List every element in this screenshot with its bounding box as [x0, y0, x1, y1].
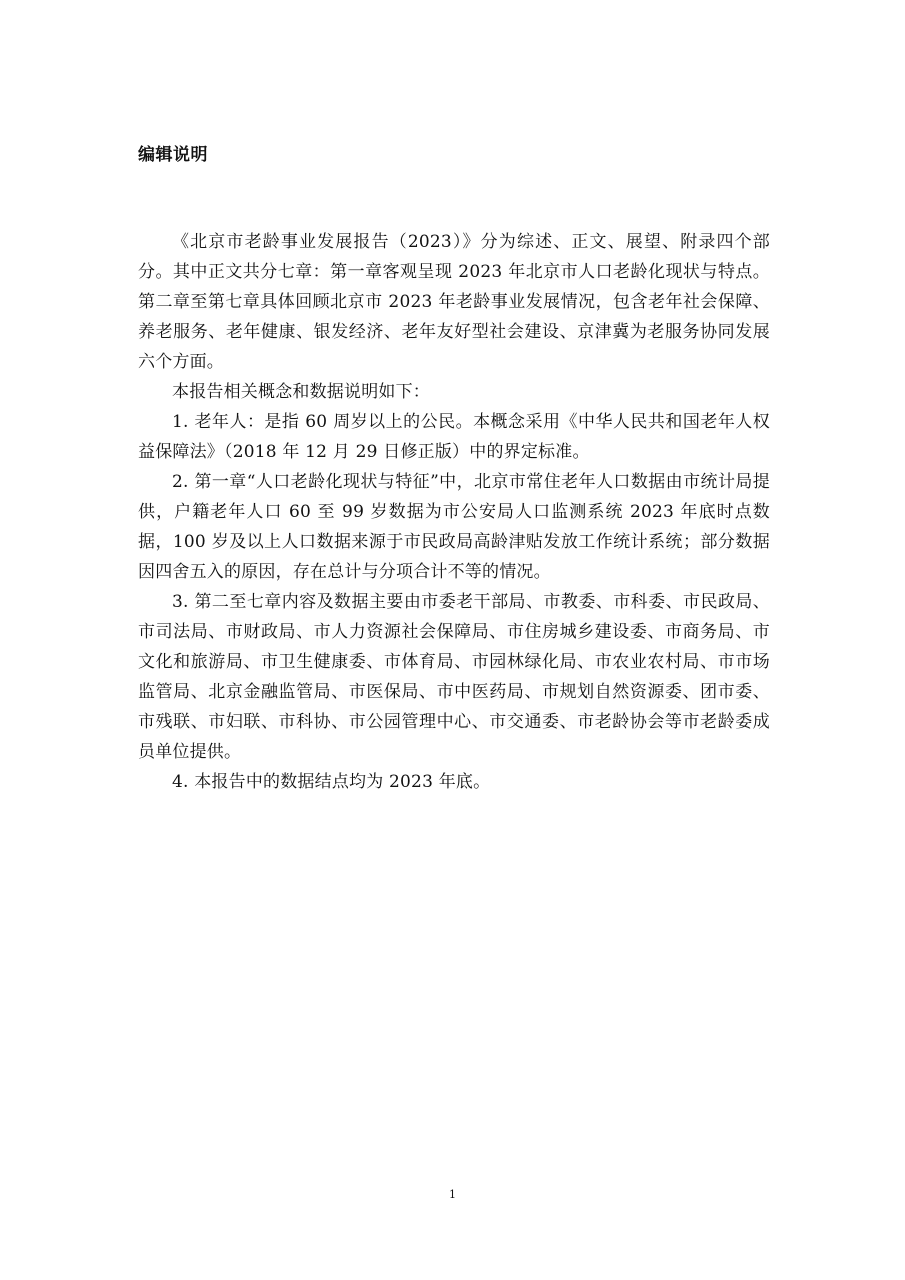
paragraph-intro-notes: 本报告相关概念和数据说明如下：: [172, 382, 430, 402]
page-title: 编辑说明: [138, 145, 208, 165]
body-text: [138, 227, 770, 797]
paragraph-overview: 《北京市老龄事业发展报告（2023）》分为综述、正文、展望、附录四个部分。其中正文共分七章：第一章客观呈现 2023 年北京市人口老龄化现状与特点。第二章至第七章具体回顾北京市 2023 年老龄事业发展情况，包含老年社会保障、养老服务、老年健康、银发经济、老年友好型社会建设、京津冀为老服务协同发展六个方面。: [138, 232, 770, 372]
page-number: 1: [449, 1188, 456, 1201]
paragraph-note-4: 4. 本报告中的数据结点均为 2023 年底。: [172, 772, 491, 792]
paragraph-note-3: 3. 第二至七章内容及数据主要由市委老干部局、市教委、市科委、市民政局、市司法局、市财政局、市人力资源社会保障局、市住房城乡建设委、市商务局、市文化和旅游局、市卫生健康委、市体育局、市园林绿化局、市农业农村局、市市场监管局、北京金融监管局、市医保局、市中医药局、市规划自然资源委、团市委、市残联、市妇联、市科协、市公园管理中心、市交通委、市老龄协会等市老龄委成员单位提供。: [138, 592, 770, 762]
paragraph-note-2: 2. 第一章“人口老龄化现状与特征”中，北京市常住老年人口数据由市统计局提供，户籍老年人口 60 至 99 岁数据为市公安局人口监测系统 2023 年底时点数据，100 岁及以上人口数据来源于市民政局高龄津贴发放工作统计系统；部分数据因四舍五入的原因，存在总计与分项合计不等的情况。: [138, 472, 770, 582]
paragraph-note-1: 1. 老年人：是指 60 周岁以上的公民。本概念采用《中华人民共和国老年人权益保障法》（2018 年 12 月 29 日修正版）中的界定标准。: [138, 412, 770, 462]
